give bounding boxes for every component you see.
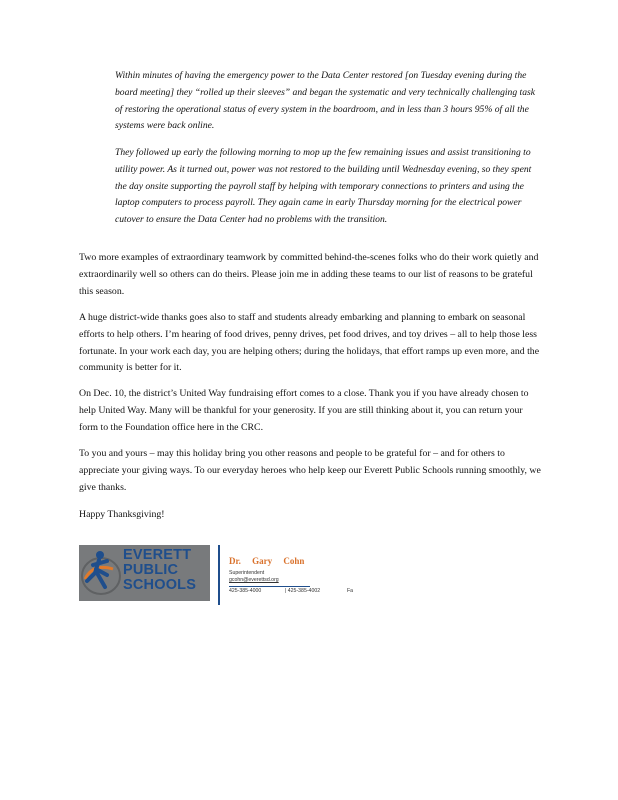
signature-rule xyxy=(229,586,310,587)
signer-email-link[interactable]: gcohn@everettsd.org xyxy=(229,577,279,583)
fax-label: Fa xyxy=(347,588,354,594)
email-signature xyxy=(79,545,439,605)
everett-public-schools-logo xyxy=(79,545,210,601)
quoted-paragraph-1: Within minutes of having the emergency power to the Data Center restored [on Tuesday evening during the board meeting] they “rolled up their sleeves” and began the systematic and very technically challenging task of restoring the operational status of every system in the boardroom, and in less than 3 hours 95% of all the systems were back online. xyxy=(115,70,535,132)
quoted-paragraph-2: They followed up early the following morning to mop up the few remaining issues and assist transitioning to utility power. As it turned out, power was not restored to the building until Wednesday evening, so they spent the day onsite supporting the payroll staff by helping with temporary connections to printers and using the laptop computers to process payroll. They again came in early Thursday morning for the electrical power cutover to ensure the Data Center had no problems with the transition. xyxy=(115,147,532,226)
signature-divider xyxy=(218,545,220,605)
signer-name: Dr. Gary Cohn xyxy=(229,556,305,566)
logo-line-1: EVERETT xyxy=(123,547,192,563)
body-paragraph-1: Two more examples of extraordinary teamwork by committed behind-the-scenes folks who do their work quietly and extraordinarily well so others can do theirs. Please join me in adding these teams to our list of reasons to be grateful this season. xyxy=(79,252,539,297)
logo-line-2: PUBLIC xyxy=(123,562,179,578)
logo-line-3: SCHOOLS xyxy=(123,577,197,593)
phone-number-2: | 425-385-4002 xyxy=(285,588,321,594)
phone-number-1: 425-385-4000 xyxy=(229,588,262,594)
body-paragraph-4: To you and yours – may this holiday bring you other reasons and people to be grateful for – and for others to appreciate your giving ways. To our everyday heroes who help keep our Everett Public Schools running smoothly, we give thanks. xyxy=(79,448,541,493)
closing-line: Happy Thanksgiving! xyxy=(79,509,165,520)
signer-title: Superintendent xyxy=(229,570,265,576)
body-paragraph-2: A huge district-wide thanks goes also to staff and students already embarking and planning to embark on seasonal efforts to help others. I’m hearing of food drives, penny drives, pet food drives, and toy drives – all to help those less fortunate. In your work each day, you are helping others; during the holidays, that effort ramps up even more, and the community is better for it. xyxy=(79,312,540,374)
logo-wordmark xyxy=(123,548,196,593)
body-paragraph-3: On Dec. 10, the district’s United Way fundraising effort comes to a close. Thank you if you have already chosen to help United Way. Many will be thankful for your generosity. If you are still thinking about it, you can return your form to the Foundation office here in the CRC. xyxy=(79,388,529,433)
